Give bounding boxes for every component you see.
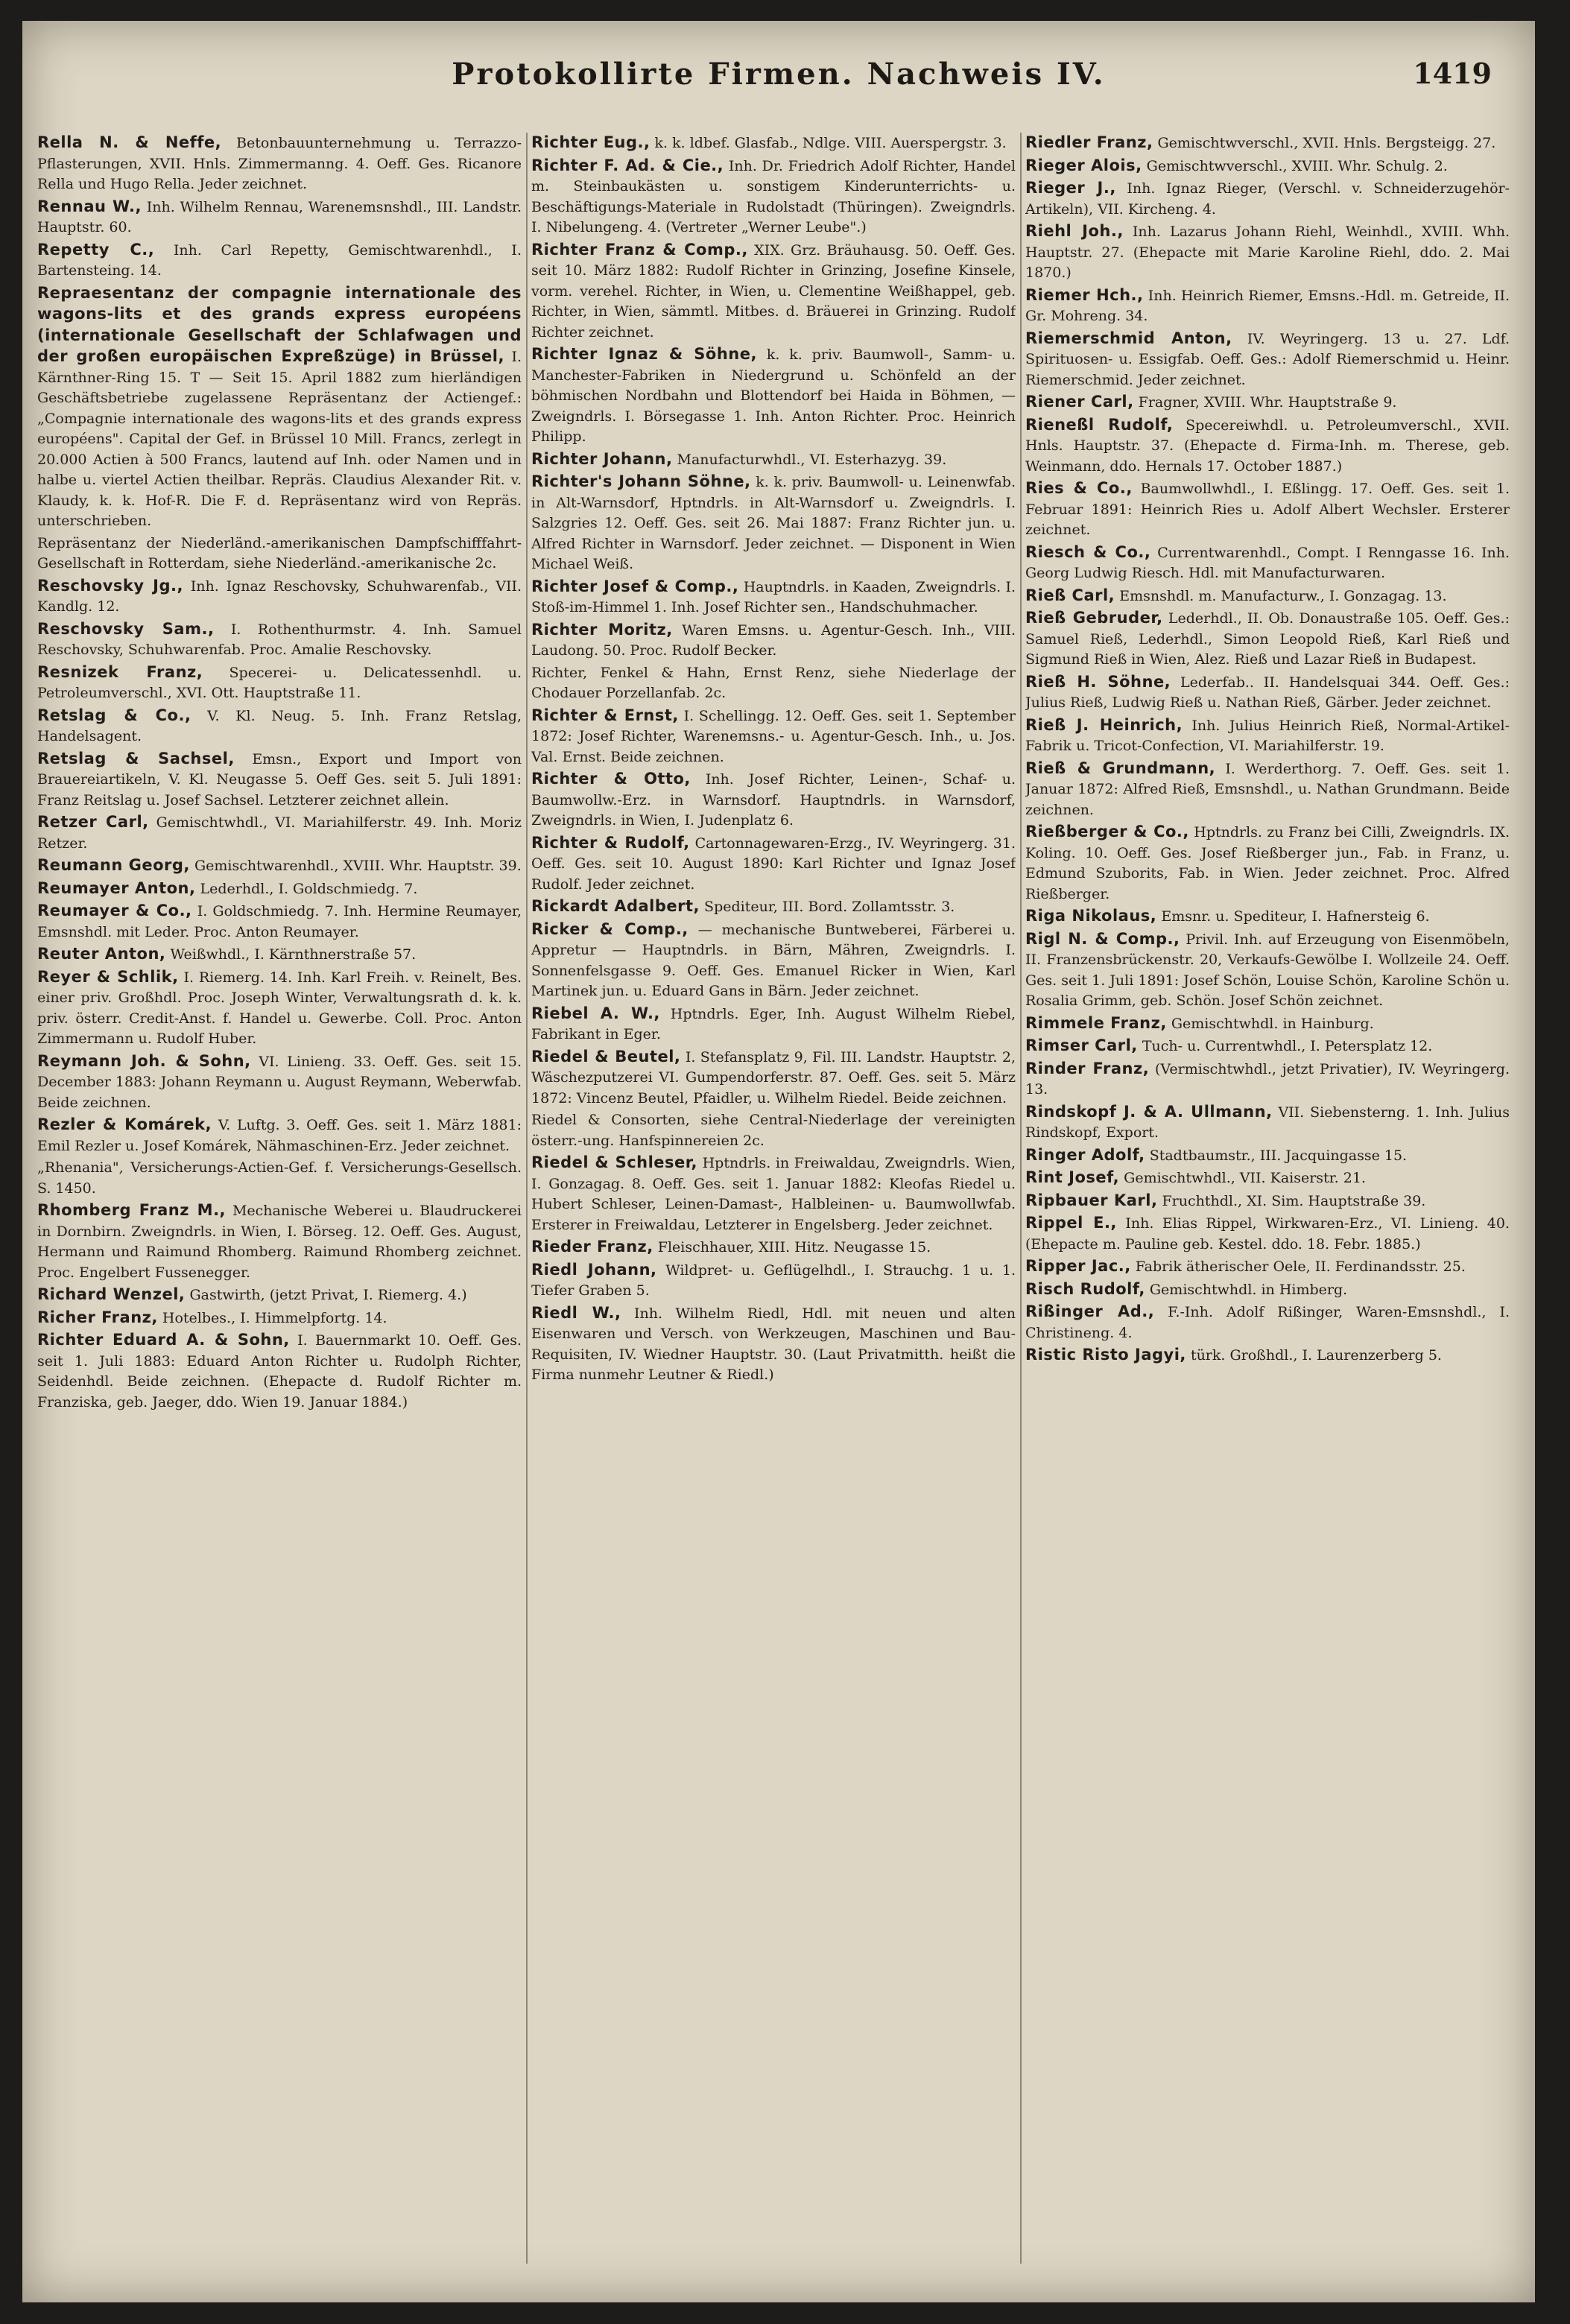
firm-name: Ripbauer Karl, [1025,1191,1158,1209]
firm-name: Riesch & Co., [1025,542,1151,561]
directory-entry [1025,1036,1510,1057]
directory-entry [37,812,522,854]
entry-details: Emsn., Export und Import von Brauereiartikeln, V. Kl. Neugasse 5. Oeff Ges. seit 5. Juli 1891: Franz Reitslag u. Josef Sachsel. Letzterer zeichnet allein. [37,750,522,808]
firm-name: Richter & Ernst, [531,706,679,724]
entry-details: Gemischtwverschl., XVII. Hnls. Bergsteigg. 27. [1157,135,1496,151]
firm-name: Rieß Gebruder, [1025,609,1163,627]
directory-entry [37,967,522,1050]
firm-name: Retzer Carl, [37,813,149,831]
entry-details: Inh. Julius Heinrich Rieß, Normal-Artikel-Fabrik u. Tricot-Confection, VI. Mariahilferstr. 19. [1025,717,1510,754]
entry-details: k. k. ldbef. Glasfab., Ndlge. VIII. Auerspergstr. 3. [654,135,1007,151]
firm-name: Ristic Risto Jagyi, [1025,1346,1186,1364]
entry-details: V. Luftg. 3. Oeff. Ges. seit 1. März 1881: Emil Rezler u. Josef Komárek, Nähmaschinen-Erz. Jeder zeichnet. [37,1117,522,1154]
directory-entry [37,1330,522,1413]
firm-name: Rimmele Franz, [1025,1013,1167,1032]
firm-name: Richard Wenzel, [37,1285,186,1303]
firm-name: Rieder Franz, [531,1238,653,1256]
entry-details: k. k. priv. Baumwoll-, Samm- u. Manchester-Fabriken in Niedergrund u. Schönfeld an der böhmischen Nordbahn und Blottendorf bei Haida in Böhmen, — Zweigndrls. I. Börsegasse 1. Inh. Anton Richter. Proc. Heinrich Philipp. [531,346,1016,445]
entry-details: türk. Großhdl., I. Laurenzerberg 5. [1190,1347,1442,1364]
firm-name: Ries & Co., [1025,479,1133,497]
entry-details: I. Schellingg. 12. Oeff. Ges. seit 1. September 1872: Josef Richter, Warenemsns.- u. Agentur-Gesch. Inh., u. Jos. Val. Ernst. Beide zeichnen. [531,707,1016,765]
firm-name: Rennau W., [37,197,142,215]
entry-details: V. Kl. Neug. 5. Inh. Franz Retslag, Handelsagent. [37,707,522,744]
firm-name: Rint Josef, [1025,1168,1120,1186]
directory-entry [531,344,1016,448]
directory-entry [1025,715,1510,757]
entry-details: Inh. Ignaz Rieger, (Verschl. v. Schneiderzugehör-Artikeln), VII. Kircheng. 4. [1025,180,1510,218]
directory-entry [37,878,522,900]
firm-name: Rhomberg Franz M., [37,1201,227,1219]
entry-details: Hotelbes., I. Himmelpfortg. 14. [162,1309,387,1326]
entry-details: Lederfab.. II. Handelsquai 344. Oeff. Ges.: Julius Rieß, Ludwig Rieß u. Nathan Rieß, Gärber. Jeder zeichnet. [1025,674,1510,711]
entry-details: F.-Inh. Adolf Rißinger, Waren-Emsnshdl., I. Christineng. 4. [1025,1304,1510,1341]
directory-entry [1025,1345,1510,1367]
directory-entry [37,901,522,943]
firm-name: Reumayer & Co., [37,902,192,919]
entry-details: Betonbauunternehmung u. Terrazzo-Pflasterungen, XVII. Hnls. Zimmermanng. 4. Oeff. Ges. Ricanore Rella und Hugo Rella. Jeder zeichnet. [37,135,522,192]
firm-name: Reyer & Schlik, [37,967,179,986]
firm-name: Reschovsky Jg., [37,576,183,595]
directory-entry [531,896,1016,918]
directory-entry [1025,1213,1510,1255]
directory-entry [531,1260,1016,1302]
directory-entry [531,706,1016,768]
entry-details: Lederhdl., II. Ob. Donaustraße 105. Oeff. Ges.: Samuel Rieß, Lederhdl., Simon Leopold Rieß, Karl Rieß und Sigmund Rieß in Wien, Alez. Rieß und Lazar Rieß in Budapest. [1025,610,1510,668]
entry-details: I. Stefansplatz 9, Fil. III. Landstr. Hauptstr. 2, Wäschezputzerei VI. Gumpendorferstr. 87. Oeff. Ges. seit 5. März 1872: Vincenz Beutel, Pfaidler, u. Wilhelm Riedel. Beide zeichnen. [531,1048,1016,1106]
entry-details: — mechanische Buntweberei, Färberei u. Appretur — Hauptndrls. in Bärn, Mähren, Zweigndrls. I. Sonnenfelsgasse 9. Oeff. Ges. Emanuel Ricker in Wien, Karl Martinek jun. u. Eduard Gans in Bärn. Jeder zeichnet. [531,921,1016,999]
directory-entry [531,1303,1016,1386]
firm-name: Richter & Otto, [531,770,691,788]
entry-details: Gemischtwhdl., VI. Mariahilferstr. 49. Inh. Moriz Retzer. [37,814,522,852]
directory-entry [531,240,1016,343]
directory-entry [1025,1145,1510,1167]
firm-name: Riga Nikolaus, [1025,907,1157,925]
directory-page [22,21,1535,2302]
directory-entry [37,576,522,618]
directory-entry [37,240,522,282]
firm-name: Reuter Anton, [37,945,166,963]
column-1 [37,133,522,2264]
firm-name: Richter's Johann Söhne, [531,472,751,490]
entry-details: Currentwarenhdl., Compt. I Renngasse 16. Inh. Georg Ludwig Riesch. Hdl. mit Manufacturwaren. [1025,544,1510,581]
directory-entry [1025,178,1510,220]
entry-details: VI. Linieng. 33. Oeff. Ges. seit 15. December 1883: Johann Reymann u. August Reymann, Weberwfab. Beide zeichnen. [37,1053,522,1111]
directory-entry [1025,221,1510,284]
entry-details: I. Kärnthner-Ring 15. T — Seit 15. April 1882 zum hierländigen Geschäftsbetriebe zugelassene Repräsentanz der Actiengef.: „Compagnie internationale des wagons-lits et des grands express européens". Capital der Gef. in Brüssel 10 Mill. Francs, zerlegt in 20.000 Actien à 500 Francs, lautend auf Inh. oder Namen und in halbe u. viertel Actien theilbar. Repräs. Claudius Alexander Rit. v. Klaudy, k. k. Hof-R. Die F. d. Repräsentanz wird von Repräs. unterschrieben. [37,349,522,529]
directory-entry [37,944,522,966]
entry-details: Emsnr. u. Spediteur, I. Hafnersteig 6. [1161,908,1430,925]
entry-details: VII. Siebensterng. 1. Inh. Julius Rindskopf, Export. [1025,1104,1510,1141]
firm-name: Richter & Rudolf, [531,833,690,852]
entry-details: Fruchthdl., XI. Sim. Hauptstraße 39. [1162,1192,1426,1209]
entry-details: Gemischtwarenhdl., XVIII. Whr. Hauptstr. 39. [194,858,522,874]
firm-name: Rieger J., [1025,179,1116,197]
directory-entry [37,1285,522,1306]
firm-name: Rieß H. Söhne, [1025,672,1171,691]
directory-entry [1025,1013,1510,1035]
directory-entry [531,833,1016,896]
firm-name: Rimser Carl, [1025,1036,1138,1054]
firm-name: Repraesentanz der compagnie internationale des wagons-lits et des grands express européens (internationale Gesellschaft der Schlafwagen und der großen europäischen Expreßzüge) in Brüssel, [37,283,522,365]
firm-name: Rella N. & Neffe, [37,133,222,151]
firm-name: Riedel & Schleser, [531,1153,698,1171]
directory-entry [1025,586,1510,607]
entry-details: „Rhenania", Versicherungs-Actien-Gef. f. Versicherungs-Gesellsch. S. 1450. [37,1159,522,1197]
entry-details: Manufacturwhdl., VI. Esterhazyg. 39. [677,451,947,468]
entry-details: Repräsentanz der Niederländ.-amerikanischen Dampfschifffahrt-Gesellschaft in Rotterdam, siehe Niederländ.-amerikanische 2c. [37,534,522,571]
firm-name: Rindskopf J. & A. Ullmann, [1025,1102,1273,1121]
entry-details: Gemischtwverschl., XVIII. Whr. Schulg. 2. [1146,157,1448,174]
entry-details: Gemischtwhdl. in Himberg. [1149,1281,1348,1298]
entry-details: Baumwollwhdl., I. Eßlingg. 17. Oeff. Ges. seit 1. Februar 1891: Heinrich Ries u. Adolf Albert Wechsler. Ersterer zeichnet. [1025,481,1510,538]
entry-details: Spediteur, III. Bord. Zollamtsstr. 3. [704,899,955,915]
directory-entry [531,769,1016,832]
firm-name: Rieß & Grundmann, [1025,759,1216,777]
entry-details: Privil. Inh. auf Erzeugung von Eisenmöbeln, II. Franzensbrückenstr. 20, Verkaufs-Gewölbe I. Wollzeile 24. Oeff. Ges. seit 1. Juli 1891: Josef Schön, Louise Schön, Karoline Schön u. Rosalia Grimm, geb. Schön. Josef Schön zeichnet. [1025,931,1510,1009]
firm-name: Rippel E., [1025,1214,1117,1232]
firm-name: Riehl Joh., [1025,222,1124,240]
entry-details: Gemischtwhdl., VII. Kaiserstr. 21. [1124,1170,1366,1186]
column-3 [1025,133,1510,2264]
directory-entry [1025,1256,1510,1278]
entry-details: IV. Weyringerg. 13 u. 27. Ldf. Spirituosen- u. Essigfab. Oeff. Ges.: Adolf Riemerschmid u. Heinr. Riemerschmid. Jeder zeichnet. [1025,330,1510,388]
directory-entry [1025,1059,1510,1101]
firm-name: Ripper Jac., [1025,1257,1131,1275]
firm-name: Richter Franz & Comp., [531,240,748,259]
firm-name: Riebel A. W., [531,1004,660,1022]
directory-entry [37,619,522,661]
entry-details: Inh. Wilhelm Rennau, Warenemsnshdl., III. Landstr. Hauptstr. 60. [37,198,522,235]
directory-entry [1025,133,1510,154]
entry-details: Weißwhdl., I. Kärnthnerstraße 57. [170,946,417,963]
entry-details: Gastwirth, (jetzt Privat, I. Riemerg. 4.) [189,1287,467,1303]
firm-name: Reumann Georg, [37,856,190,874]
entry-details: Inh. Heinrich Riemer, Emsns.-Hdl. m. Getreide, II. Gr. Mohreng. 34. [1025,287,1510,324]
firm-name: Richter Josef & Comp., [531,577,739,595]
entry-details: Hptndrls. in Freiwaldau, Zweigndrls. Wien, I. Gonzagag. 8. Oeff. Ges. seit 1. Januar 1882: Kleofas Riedel u. Hubert Schleser, Leinen-Damast-, Halbleinen- u. Baumwollwfab. Ersterer in Freiwaldau, Letzterer in Engelsberg. Jeder zeichnet. [531,1155,1016,1233]
directory-entry [531,1153,1016,1235]
directory-entry [1025,156,1510,177]
directory-entry [531,449,1016,471]
directory-entry [37,855,522,877]
entry-details: I. Goldschmiedg. 7. Inh. Hermine Reumayer, Emsnshdl. mit Leder. Proc. Anton Reumayer. [37,903,522,940]
directory-entry [37,1158,522,1199]
directory-entry [37,706,522,747]
directory-entry [37,1051,522,1114]
firm-name: Rickardt Adalbert, [531,897,700,915]
firm-name: Repetty C., [37,240,155,259]
column-divider [1020,133,1022,2264]
directory-entry [1025,1191,1510,1212]
directory-entry [531,472,1016,575]
entry-details: Inh. Wilhelm Riedl, Hdl. mit neuen und alten Eisenwaren und Versch. von Werkzeugen, Maschinen und Bau-Requisiten, IV. Wiedner Hauptstr. 30. (Laut Privatmitth. heißt die Firma nunmehr Leutner & Riedl.) [531,1305,1016,1383]
entry-details: Fleischhauer, XIII. Hitz. Neugasse 15. [657,1239,931,1256]
firm-name: Riedl Johann, [531,1260,657,1279]
entry-details: Inh. Dr. Friedrich Adolf Richter, Handel m. Steinbaukästen u. sonstigem Kinderunterrichts- u. Beschäftigungs-Materiale in Rudolstadt (Thüringen). Zweigndrls. I. Nibelungeng. 4. (Vertreter „Werner Leube".) [531,157,1016,235]
directory-entry [531,620,1016,662]
directory-entry [531,1110,1016,1151]
directory-entry [531,919,1016,1002]
firm-name: Risch Rudolf, [1025,1279,1145,1298]
directory-entry [1025,929,1510,1012]
entry-details: Gemischtwhdl. in Hainburg. [1171,1015,1374,1032]
column-divider [526,133,528,2264]
directory-entry [1025,415,1510,478]
firm-name: Rigl N. & Comp., [1025,929,1180,948]
directory-entry [531,133,1016,154]
firm-name: Richter Eduard A. & Sohn, [37,1331,290,1349]
page-number: 1419 [1413,57,1492,90]
directory-entry [1025,478,1510,541]
entry-details: I. Werderthorg. 7. Oeff. Ges. seit 1. Januar 1872: Alfred Rieß, Emsnshdl., u. Nathan Grundmann. Beide zeichnen. [1025,760,1510,818]
entry-details: Inh. Ignaz Reschovsky, Schuhwarenfab., VII. Kandlg. 12. [37,577,522,615]
firm-name: Richter Moritz, [531,620,673,639]
directory-entry [1025,1279,1510,1301]
firm-name: Rieß J. Heinrich, [1025,715,1183,734]
firm-name: Rieß Carl, [1025,586,1115,604]
entry-details: Fabrik ätherischer Oele, II. Ferdinandsstr. 25. [1135,1258,1466,1275]
directory-entry [1025,608,1510,671]
entry-details: Waren Emsns. u. Agentur-Gesch. Inh., VIII. Laudong. 50. Proc. Rudolf Becker. [531,621,1016,659]
directory-entry [1025,672,1510,714]
firm-name: Richter Johann, [531,449,673,468]
entry-details: Inh. Carl Repetty, Gemischtwarenhdl., I. Bartensteing. 14. [37,241,522,279]
entry-details: Hptndrls. zu Franz bei Cilli, Zweigndrls. IX. Koling. 10. Oeff. Ges. Josef Rießberger jun., Fab. in Franz, u. Edmund Szuborits, Fab. in Wien. Jeder zeichnet. Proc. Alfred Rießberger. [1025,824,1510,902]
firm-name: Resnizek Franz, [37,662,203,681]
directory-entry [37,1115,522,1156]
firm-name: Reymann Joh. & Sohn, [37,1051,251,1070]
entry-details: I. Riemerg. 14. Inh. Karl Freih. v. Reinelt, Bes. einer priv. Großhdl. Proc. Joseph Winter, Verwaltungsrath d. k. k. priv. österr. Credit-Anst. f. Handel u. Gewerbe. Coll. Proc. Anton Zimmermann u. Rudolf Huber. [37,969,522,1047]
firm-name: Reschovsky Sam., [37,619,215,638]
firm-name: Riedl W., [531,1303,621,1322]
firm-name: Riedler Franz, [1025,133,1153,151]
firm-name: Reumayer Anton, [37,878,196,897]
directory-entry [531,156,1016,238]
directory-entry [37,197,522,238]
entry-details: Riedel & Consorten, siehe Central-Niederlage der vereinigten österr.-ung. Hanfspinnereien 2c. [531,1112,1016,1149]
firm-name: Richter Eug., [531,133,651,151]
firm-name: Richter Ignaz & Söhne, [531,345,757,363]
directory-entry [37,662,522,704]
directory-entry [531,1047,1016,1109]
entry-details: Stadtbaumstr., III. Jacquingasse 15. [1149,1147,1408,1164]
firm-name: Ringer Adolf, [1025,1145,1145,1164]
firm-name: Rinder Franz, [1025,1059,1150,1077]
firm-name: Rieneßl Rudolf, [1025,415,1174,434]
directory-entry [1025,1102,1510,1144]
directory-entry [37,133,522,195]
directory-entry [1025,1168,1510,1189]
directory-entry [1025,759,1510,821]
directory-entry [37,1200,522,1283]
directory-entry [1025,392,1510,414]
entry-details: Hauptndrls. in Kaaden, Zweigndrls. I. Stoß-im-Himmel 1. Inh. Josef Richter sen., Handschuhmacher. [531,578,1016,615]
entry-details: Tuch- u. Currentwhdl., I. Petersplatz 12. [1142,1038,1433,1054]
directory-entry [37,749,522,811]
entry-details: Hptndrls. Eger, Inh. August Wilhelm Riebel, Fabrikant in Eger. [531,1005,1016,1042]
entry-details: Cartonnagewaren-Erzg., IV. Weyringerg. 31. Oeff. Ges. seit 10. August 1890: Karl Richter und Ignaz Josef Rudolf. Jeder zeichnet. [531,835,1016,893]
firm-name: Richter F. Ad. & Cie., [531,156,724,174]
entry-details: Inh. Lazarus Johann Riehl, Weinhdl., XVIII. Whh. Hauptstr. 27. (Ehepacte mit Marie Karoline Riehl, ddo. 2. Mai 1870.) [1025,224,1510,281]
firm-name: Rezler & Komárek, [37,1115,212,1133]
entry-details: XIX. Grz. Bräuhausg. 50. Oeff. Ges. seit 10. März 1882: Rudolf Richter in Grinzing, Josefine Kinsele, vorm. verehel. Richter, in Wien, u. Clementine Weißhappel, geb. Richter, in Wien, sämmtl. Mitbes. d. Bräuerei in Grinzing. Rudolf Richter zeichnet. [531,241,1016,341]
firm-name: Rißinger Ad., [1025,1302,1155,1320]
page-header [22,57,1535,109]
entry-details: I. Bauernmarkt 10. Oeff. Ges. seit 1. Juli 1883: Eduard Anton Richter u. Rudolph Richter, Seidenhdl. Beide zeichnen. (Ehepacte d. Rudolf Richter m. Franziska, geb. Jaeger, ddo. Wien 19. Januar 1884.) [37,1332,522,1410]
directory-entry [531,663,1016,704]
entry-details: Mechanische Weberei u. Blaudruckerei in Dornbirn. Zweigndrls. in Wien, I. Börseg. 12. Oeff. Ges. August, Hermann und Raimund Rhomberg. Raimund Rhomberg zeichnet. Proc. Engelbert Fussenegger. [37,1203,522,1281]
directory-entry [1025,542,1510,584]
firm-name: Riemer Hch., [1025,285,1144,304]
directory-entry [531,1237,1016,1258]
entry-details: Specereiwhdl. u. Petroleumverschl., XVII. Hnls. Hauptstr. 37. (Ehepacte d. Firma-Inh. m. Therese, geb. Weinmann, ddo. Hernals 17. October 1887.) [1025,417,1510,475]
entry-details: Specerei- u. Delicatessenhdl. u. Petroleumverschl., XVI. Ott. Hauptstraße 11. [37,664,522,701]
entry-details: Inh. Josef Richter, Leinen-, Schaf- u. Baumwollw.-Erz. in Warnsdorf. Hauptndrls. in Warnsdorf, Zweigndrls. in Wien, I. Judenplatz 6. [531,771,1016,829]
firm-name: Ricker & Comp., [531,919,689,938]
entry-details: Wildpret- u. Geflügelhdl., I. Strauchg. 1 u. 1. Tiefer Graben 5. [531,1261,1016,1299]
directory-entry [1025,1302,1510,1343]
firm-name: Riedel & Beutel, [531,1047,681,1066]
entry-details: (Vermischtwhdl., jetzt Privatier), IV. Weyringerg. 13. [1025,1060,1510,1098]
directory-entry [1025,822,1510,905]
entry-details: Emsnshdl. m. Manufacturw., I. Gonzagag. 13. [1119,587,1447,604]
firm-name: Riemerschmid Anton, [1025,329,1232,347]
entry-details: Inh. Elias Rippel, Wirkwaren-Erz., VI. Linieng. 40. (Ehepacte m. Pauline geb. Kestel. ddo. 18. Febr. 1885.) [1025,1215,1510,1253]
directory-entry [37,533,522,574]
entry-details: Fragner, XVIII. Whr. Hauptstraße 9. [1138,394,1397,411]
directory-entry [37,1308,522,1329]
firm-name: Riener Carl, [1025,393,1134,411]
directory-entry [531,577,1016,618]
firm-name: Richer Franz, [37,1308,158,1326]
firm-name: Retslag & Co., [37,706,191,724]
directory-entry [37,283,522,532]
directory-entry [531,1004,1016,1045]
directory-entry [1025,329,1510,391]
entry-details: k. k. priv. Baumwoll- u. Leinenwfab. in Alt-Warnsdorf, Hptndrls. in Alt-Warnsdorf u. Zweigndrls. I. Salzgries 12. Oeff. Ges. seit 26. Mai 1887: Franz Richter jun. u. Alfred Richter in Warnsdorf. Jeder zeichnet. — Disponent in Wien Michael Weiß. [531,474,1016,572]
entry-details: Richter, Fenkel & Hahn, Ernst Renz, siehe Niederlage der Chodauer Porzellanfab. 2c. [531,664,1016,701]
directory-entry [1025,906,1510,928]
directory-entry [1025,285,1510,327]
column-2 [531,133,1016,2264]
firm-name: Retslag & Sachsel, [37,749,235,767]
page-title: Protokollirte Firmen. Nachweis IV. [452,57,1106,92]
entry-details: Lederhdl., I. Goldschmiedg. 7. [200,880,418,897]
entry-details: I. Rothenthurmstr. 4. Inh. Samuel Reschovsky, Schuhwarenfab. Proc. Amalie Reschovsky. [37,621,522,658]
firm-name: Rießberger & Co., [1025,823,1189,840]
firm-name: Rieger Alois, [1025,156,1142,174]
